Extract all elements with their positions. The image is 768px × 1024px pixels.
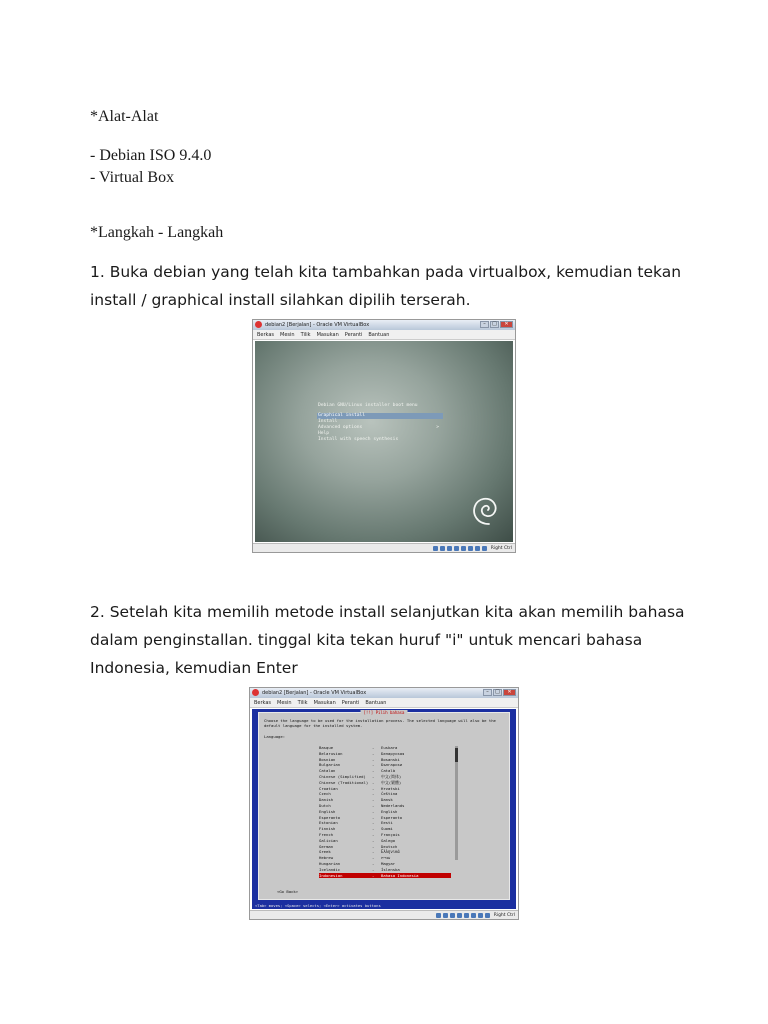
language-native-name: Eesti — [381, 820, 393, 826]
language-native-name: Galego — [381, 837, 396, 843]
language-native-name: Беларуская — [381, 750, 405, 756]
vbox-menu-bar — [253, 330, 515, 340]
boot-item-speech[interactable]: Install with speech synthesis — [318, 437, 399, 442]
language-separator: - — [372, 866, 375, 872]
dialog-intro: Choose the language to be used for the installation process. The selected language will also be the default language for the installed system. — [264, 718, 496, 728]
language-native-name: Български — [381, 762, 403, 768]
language-native-name: 中文(简体) — [381, 773, 402, 779]
mouse-icon — [485, 913, 490, 918]
language-separator: - — [372, 831, 375, 837]
host-key-label: Right Ctrl — [490, 545, 512, 551]
tool-item-virtualbox: - Virtual Box — [90, 169, 175, 186]
virtualbox-language-screenshot — [249, 687, 519, 920]
debian-swirl-icon — [469, 494, 499, 528]
boot-menu — [317, 403, 443, 443]
minimize-button[interactable]: – — [483, 689, 492, 696]
display-icon — [468, 546, 473, 551]
network-icon — [454, 546, 459, 551]
menu-bantuan[interactable]: Bantuan — [368, 331, 390, 338]
window-title-bar — [250, 688, 518, 698]
menu-bantuan[interactable]: Bantuan — [365, 699, 387, 706]
cd-icon — [440, 546, 445, 551]
heading-steps: *Langkah - Langkah — [90, 224, 224, 241]
language-name: Bosnian — [319, 756, 336, 762]
language-native-name: 中文(繁體) — [381, 779, 402, 785]
language-name: Chinese (Traditional) — [319, 779, 369, 785]
submenu-arrow-icon: > — [436, 425, 439, 430]
language-name: Finnish — [319, 826, 336, 832]
language-native-name: Català — [381, 768, 396, 774]
language-separator: - — [372, 773, 375, 779]
language-name: Bulgarian — [319, 762, 341, 768]
menu-peranti[interactable]: Peranti — [341, 699, 360, 706]
language-label: Language: — [264, 734, 286, 739]
usb-icon — [447, 546, 452, 551]
menu-mesin[interactable]: Mesin — [280, 331, 295, 338]
capture-icon — [475, 546, 480, 551]
language-native-name: Ελληνικά — [381, 849, 400, 855]
language-list — [319, 745, 451, 878]
virtualbox-boot-screenshot — [252, 319, 516, 553]
debian-logo-icon — [252, 689, 259, 696]
boot-item-install[interactable]: Install — [318, 419, 338, 424]
menu-masukan[interactable]: Masukan — [313, 699, 336, 706]
language-separator: - — [372, 872, 375, 878]
go-back-button[interactable]: <Go Back> — [277, 889, 299, 894]
language-name: French — [319, 831, 334, 837]
installer-status-line: <Tab> moves; <Space> selects; <Enter> activates buttons — [255, 903, 381, 908]
language-separator: - — [372, 843, 375, 849]
language-name: Dutch — [319, 802, 331, 808]
maximize-button[interactable]: □ — [493, 689, 502, 696]
menu-mesin[interactable]: Mesin — [277, 699, 292, 706]
shared-folder-icon — [461, 546, 466, 551]
language-separator: - — [372, 745, 375, 750]
boot-item-advanced-options[interactable] — [317, 425, 443, 431]
menu-tilik[interactable]: Tilik — [297, 699, 308, 706]
language-option[interactable] — [319, 873, 451, 879]
language-name: Chinese (Simplified) — [319, 773, 366, 779]
language-separator: - — [372, 855, 375, 861]
language-name: Hebrew — [319, 855, 334, 861]
boot-item-label: Advanced options — [318, 425, 363, 430]
mouse-icon — [482, 546, 487, 551]
language-name: Belarusian — [319, 750, 343, 756]
boot-item-graphical-install[interactable]: Graphical install — [317, 413, 443, 419]
language-separator: - — [372, 756, 375, 762]
menu-berkas[interactable]: Berkas — [257, 331, 275, 338]
close-button[interactable]: ✕ — [500, 321, 513, 328]
vbox-menu-bar — [250, 698, 518, 708]
language-separator: - — [372, 791, 375, 797]
language-native-name: Dansk — [381, 797, 393, 803]
language-native-name: Esperanto — [381, 814, 403, 820]
network-icon — [457, 913, 462, 918]
menu-berkas[interactable]: Berkas — [254, 699, 272, 706]
language-separator: - — [372, 826, 375, 832]
language-separator: - — [372, 802, 375, 808]
language-separator: - — [372, 779, 375, 785]
language-separator: - — [372, 785, 375, 791]
language-separator: - — [372, 808, 375, 814]
hdd-icon — [436, 913, 441, 918]
language-native-name: Euskara — [381, 745, 398, 750]
menu-masukan[interactable]: Masukan — [316, 331, 339, 338]
language-name: Esperanto — [319, 814, 341, 820]
language-name: Galician — [319, 837, 338, 843]
language-name: Basque — [319, 745, 334, 750]
menu-peranti[interactable]: Peranti — [344, 331, 363, 338]
boot-screen — [255, 341, 513, 542]
usb-icon — [450, 913, 455, 918]
language-name: Indonesian — [319, 872, 343, 878]
maximize-button[interactable]: □ — [490, 321, 499, 328]
language-separator: - — [372, 849, 375, 855]
language-dialog — [258, 712, 510, 900]
step-2-text: 2. Setelah kita memilih metode install selanjutkan kita akan memilih bahasa dalam penginstallan. tinggal kita tekan huruf "i" untuk mencari bahasa Indonesia, kemudian Enter — [90, 603, 685, 677]
language-native-name: Nederlands — [381, 802, 405, 808]
language-name: Icelandic — [319, 866, 341, 872]
step-1-text: 1. Buka debian yang telah kita tambahkan pada virtualbox, kemudian tekan install / graphical install silahkan dipilih terserah. — [90, 263, 682, 309]
language-native-name: Íslenska — [381, 866, 400, 872]
language-native-name: Bahasa Indonesia — [381, 872, 419, 878]
host-key-label: Right Ctrl — [493, 912, 515, 918]
language-separator: - — [372, 750, 375, 756]
language-separator: - — [372, 820, 375, 826]
vbox-status-bar — [253, 543, 515, 552]
vbox-status-bar — [250, 910, 518, 919]
window-title: debian2 [Berjalan] - Oracle VM VirtualBox — [265, 322, 370, 328]
cd-icon — [443, 913, 448, 918]
language-name: Greek — [319, 849, 331, 855]
language-separator: - — [372, 814, 375, 820]
capture-icon — [478, 913, 483, 918]
language-name: Catalan — [319, 768, 336, 774]
language-native-name: עברית — [381, 855, 391, 861]
dialog-title: [!!] Pilih bahasa — [361, 710, 408, 715]
language-scrollbar[interactable] — [455, 746, 458, 860]
menu-tilik[interactable]: Tilik — [300, 331, 311, 338]
close-button[interactable]: ✕ — [503, 689, 516, 696]
language-native-name: Čeština — [381, 791, 398, 797]
hdd-icon — [433, 546, 438, 551]
language-name: Hungarian — [319, 860, 341, 866]
tool-item-debian: - Debian ISO 9.4.0 — [90, 147, 212, 164]
language-separator: - — [372, 768, 375, 774]
language-separator: - — [372, 762, 375, 768]
scrollbar-thumb[interactable] — [455, 748, 458, 762]
minimize-button[interactable]: – — [480, 321, 489, 328]
language-name: English — [319, 808, 336, 814]
language-native-name: Deutsch — [381, 843, 398, 849]
window-title: debian2 [Berjalan] - Oracle VM VirtualBox — [262, 690, 367, 696]
boot-menu-header: Debian GNU/Linux installer boot menu — [318, 403, 418, 408]
language-native-name: Hrvatski — [381, 785, 400, 791]
language-native-name: English — [381, 808, 398, 814]
window-title-bar — [253, 320, 515, 330]
language-name: Danish — [319, 797, 334, 803]
language-name: German — [319, 843, 334, 849]
language-separator: - — [372, 797, 375, 803]
language-name: Croatian — [319, 785, 338, 791]
language-separator: - — [372, 837, 375, 843]
boot-item-help[interactable]: Help — [318, 431, 330, 436]
language-native-name: Magyar — [381, 860, 396, 866]
language-separator: - — [372, 860, 375, 866]
shared-folder-icon — [464, 913, 469, 918]
display-icon — [471, 913, 476, 918]
debian-logo-icon — [255, 321, 262, 328]
heading-tools: *Alat-Alat — [90, 108, 159, 125]
installer-text-screen — [252, 709, 516, 909]
language-name: Estonian — [319, 820, 338, 826]
language-name: Czech — [319, 791, 331, 797]
language-native-name: Bosanski — [381, 756, 400, 762]
language-native-name: Suomi — [381, 826, 393, 832]
language-native-name: Français — [381, 831, 400, 837]
